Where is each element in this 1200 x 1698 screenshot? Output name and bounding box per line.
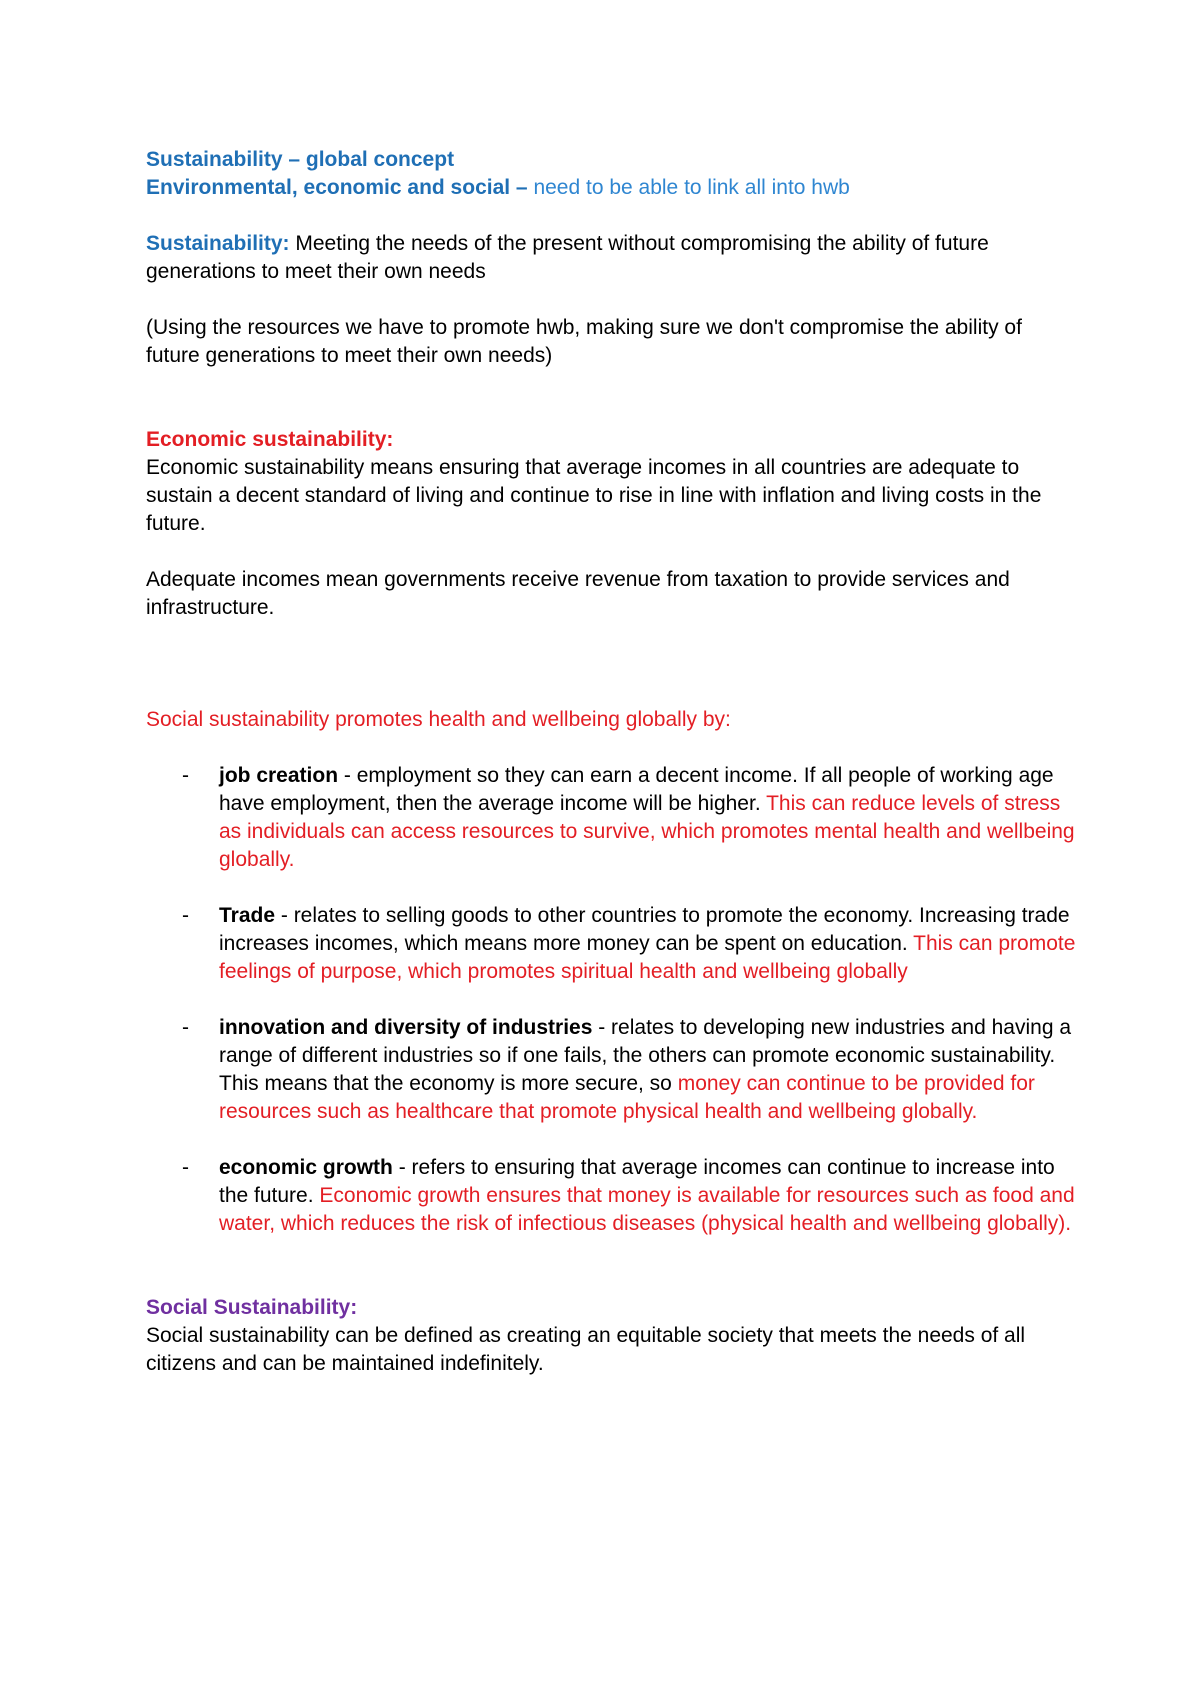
social-promotes-intro: Social sustainability promotes health and wellbeing globally by: [146,708,731,731]
list-dash: - [182,764,189,787]
page-title: Sustainability – global concept [146,148,455,171]
subtitle-line [146,174,1076,202]
item-term: Trade [219,904,276,927]
list-dash: - [182,1016,189,1039]
item-hwb-link: This can promote feelings of purpose, which promotes spiritual health and wellbeing globally [219,932,1076,983]
item-text: - refers to ensuring that average incomes can continue to increase into the future. [219,1156,1055,1207]
economic-paragraph-2: Adequate incomes mean governments receive revenue from taxation to provide services and infrastructure. [146,568,1010,619]
list-dash: - [182,904,189,927]
item-term: job creation [219,764,339,787]
definition-text: Meeting the needs of the present without compromising the ability of future generations to meet their own needs [146,232,989,283]
item-hwb-link: This can reduce levels of stress as individuals can access resources to survive, which promotes mental health and wellbeing globally. [219,792,1075,871]
item-text: - employment so they can earn a decent income. If all people of working age have employment, then the average income will be higher. [219,764,1054,815]
list-item [146,762,1076,874]
document-body [146,146,1076,1378]
factor-list [146,762,1076,1238]
list-dash: - [182,1156,189,1179]
sustainability-definition [146,230,1076,286]
item-term: innovation and diversity of industries [219,1016,593,1039]
economic-paragraph-1: Economic sustainability means ensuring that average incomes in all countries are adequate to sustain a decent standard of living and continue to rise in line with inflation and living costs in the future. [146,456,1042,535]
paraphrase-paragraph: (Using the resources we have to promote hwb, making sure we don't compromise the ability of future generations to meet their own needs) [146,316,1022,367]
list-item [146,1014,1076,1126]
item-hwb-link: money can continue to be provided for resources such as healthcare that promote physical health and wellbeing globally. [219,1072,1035,1123]
item-hwb-link: Economic growth ensures that money is available for resources such as food and water, which reduces the risk of infectious diseases (physical health and wellbeing globally). [219,1184,1075,1235]
subtitle-bold: Environmental, economic and social – [146,176,528,199]
item-text: - relates to developing new industries and having a range of different industries so if one fails, the others can promote economic sustainability. This means that the economy is more secure, so [219,1016,1072,1095]
social-paragraph: Social sustainability can be defined as creating an equitable society that meets the needs of all citizens and can be maintained indefinitely. [146,1324,1026,1375]
list-item [146,902,1076,986]
list-item [146,1154,1076,1238]
social-heading: Social Sustainability: [146,1296,358,1319]
definition-label: Sustainability: [146,232,290,255]
item-term: economic growth [219,1156,393,1179]
item-text: - relates to selling goods to other countries to promote the economy. Increasing trade increases incomes, which means more money can be spent on education. [219,904,1070,955]
economic-heading: Economic sustainability: [146,428,394,451]
subtitle-note: need to be able to link all into hwb [527,176,850,199]
